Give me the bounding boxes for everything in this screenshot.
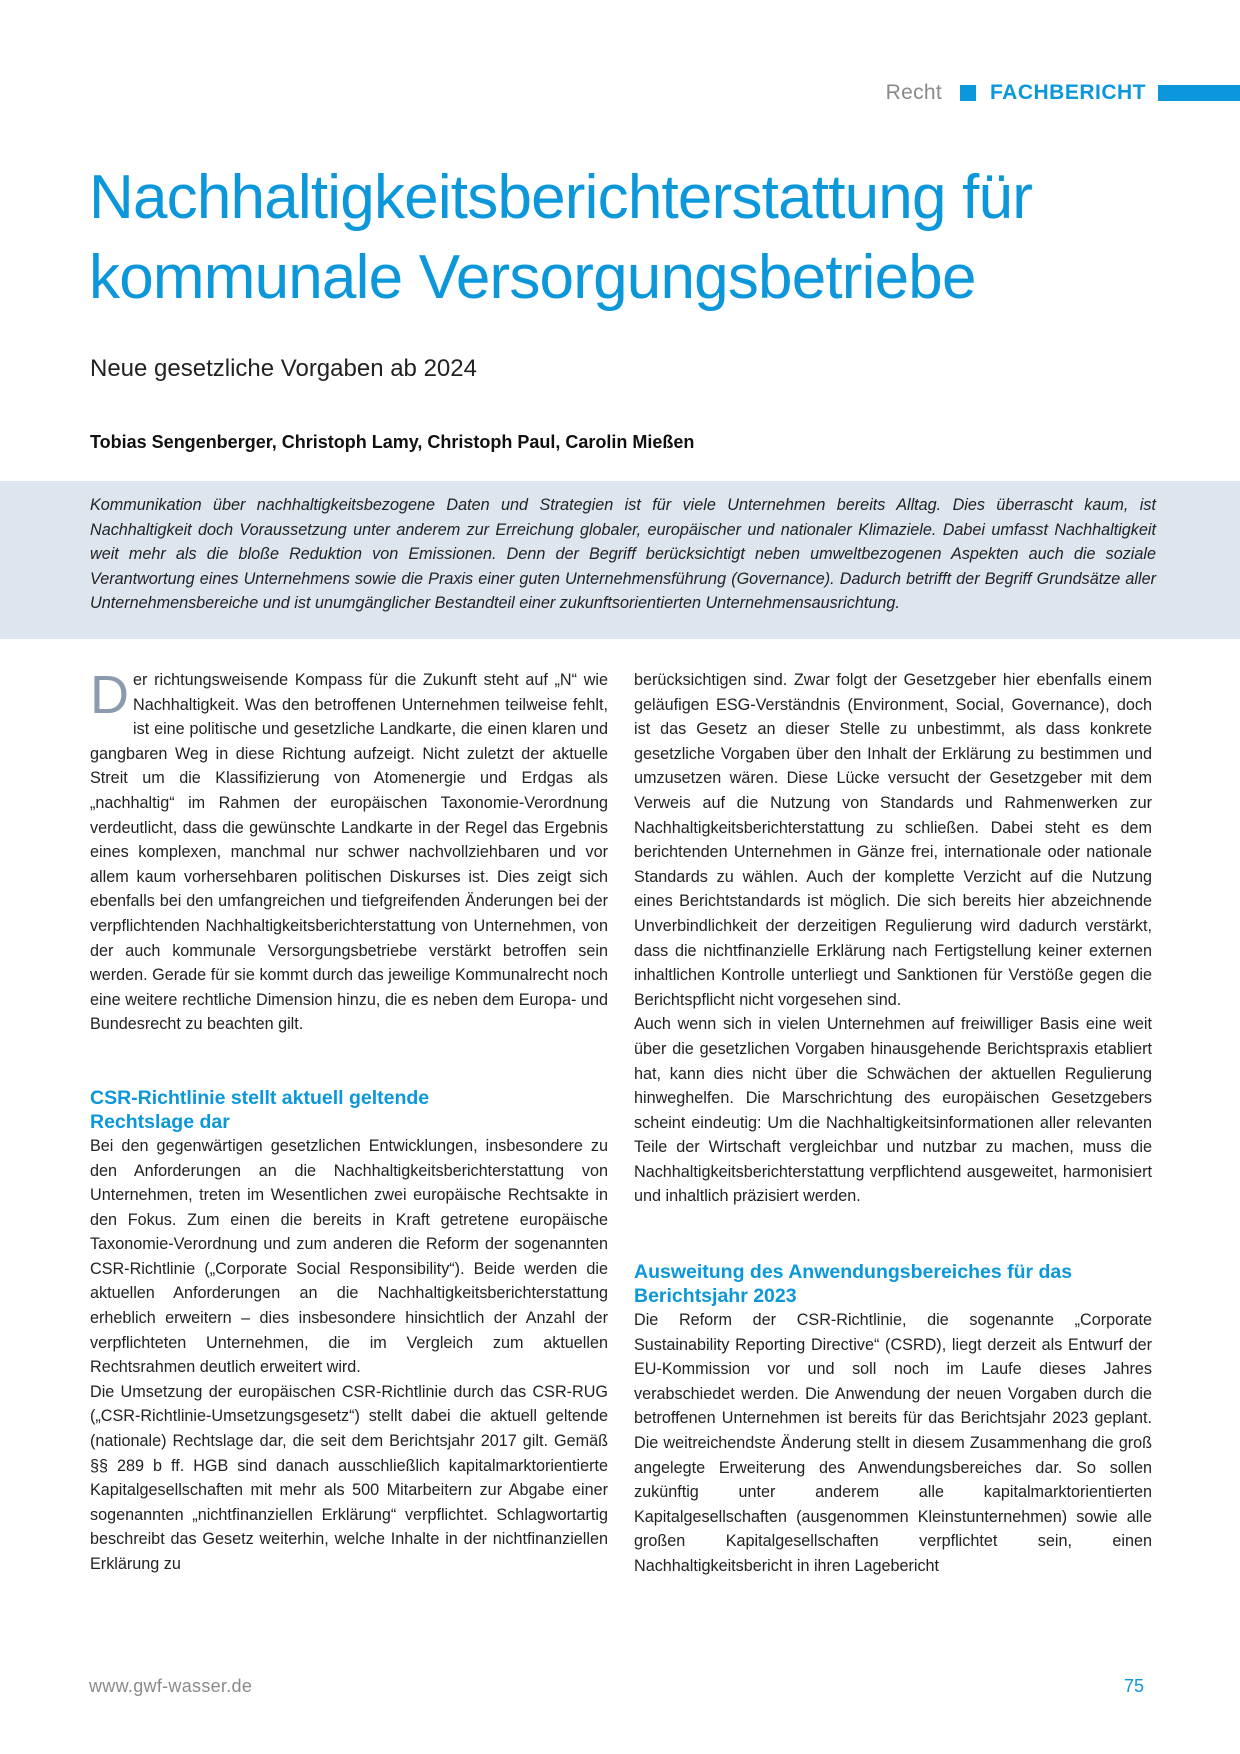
abstract-text: Kommunikation über nachhaltigkeitsbezogene Daten und Strategien ist für viele Unternehmen bereits Alltag. Dies überrascht kaum, ist Nachhaltigkeit doch Voraussetzung unter anderem zur Erreichung globaler, europäischer und nationaler Klimaziele. Dabei umfasst Nachhaltigkeit weit mehr als die bloße Reduktion von Emissionen. Denn der Begriff berücksichtigt neben umweltbezogenen Aspekten auch die soziale Verantwortung eines Unternehmens sowie die Praxis einer guten Unternehmensführung (Governance). Dadurch betrifft der Begriff Grundsätze aller Unternehmensbereiche und ist unumgänglicher Bestandteil einer zukunftsorientierten Unternehmensausrichtung. (90, 496, 1156, 613)
heading-line-1: Ausweitung des Anwendungsbereiches für das (634, 1261, 1073, 1284)
spacer (90, 1037, 608, 1086)
body-paragraph: Auch wenn sich in vielen Unternehmen auf freiwilliger Basis eine weit über die gesetzlichen Vorgaben hinausgehende Berichtspraxis etabliert hat, kann dies nicht über die Schwächen der aktuellen Regulierung hinweghelfen. Die Marschrichtung des europäischen Gesetzgebers scheint eindeutig: Um die Nachhaltigkeitsinformationen aller relevanten Teile der Wirtschaft vergleichbar und nutzbar zu machen, muss die Nachhaltigkeitsberichterstattung verpflichtend ausgeweitet, harmonisiert und inhaltlich präzisiert werden. (634, 1015, 1152, 1206)
drop-cap: D (90, 665, 129, 725)
section-label: Recht (885, 81, 942, 104)
section-heading-csr (90, 1086, 608, 1134)
rubric-label: FACHBERICHT (990, 81, 1146, 104)
section-heading-scope (634, 1260, 1152, 1308)
article-title (89, 158, 1169, 318)
rubric-square-icon (960, 85, 976, 101)
heading-line-1: CSR-Richtlinie stellt aktuell geltende (90, 1086, 430, 1109)
rubric-bar (1158, 85, 1240, 101)
rubric-header (886, 78, 1240, 108)
article-authors: Tobias Sengenberger, Christoph Lamy, Christoph Paul, Carolin Mießen (90, 432, 695, 452)
footer-website-link[interactable]: www.gwf-wasser.de (89, 1676, 253, 1696)
body-paragraph: Bei den gegenwärtigen gesetzlichen Entwicklungen, insbesondere zu den Anforderungen an die Nachhaltigkeitsberichterstattung von Unternehmen, treten im Wesentlichen zwei europäische Rechtsakte in den Fokus. Zum einen die bereits in Kraft getretene europäische Taxonomie-Verordnung und zum anderen die Reform der sogenannten CSR-Richtlinie („Corporate Social Responsibility“). Beide werden die aktuellen Anforderungen an die Nachhaltigkeitsberichterstattung erheblich erweitern – dies insbesondere hinsichtlich der Anzahl der verpflichteten Unternehmen, die im Vergleich zum aktuellen Rechtsrahmen deutlich erweitert wird. (90, 1136, 608, 1377)
spacer (634, 1209, 1152, 1260)
right-column (634, 668, 1152, 1579)
body-paragraph: Die Umsetzung der europäischen CSR-Richtlinie durch das CSR-RUG („CSR-Richtlinie-Umsetzungsgesetz“) stellt dabei die aktuell geltende (nationale) Rechtslage dar, die seit dem Berichtsjahr 2017 gilt. Gemäß §§ 289 b ff. HGB sind danach ausschließlich kapitalmarktorientierte Kapitalgesellschaften mit mehr als 500 Mitarbeitern zur Abgabe einer sogenannten „nichtfinanziellen Erklärung“ verpflichtet. Schlagwortartig beschreibt das Gesetz weiterhin, welche Inhalte in der nichtfinanziellen Erklärung zu (90, 1382, 608, 1573)
page-number: 75 (1124, 1676, 1145, 1696)
body-paragraph: Die Reform der CSR-Richtlinie, die sogenannte „Corporate Sustainability Reporting Directive“ (CSRD), liegt derzeit als Entwurf der EU-Kommission vor und soll noch im Laufe dieses Jahres verabschiedet werden. Die Anwendung der neuen Vorgaben durch die betroffenen Unternehmen ist bereits für das Berichtsjahr 2023 geplant. Die weitreichendste Änderung stellt in diesem Zusammenhang die groß angelegte Erweiterung des Anwendungsbereiches dar. So sollen zukünftig unter anderem alle kapitalmarktorientierten Kapitalgesellschaften (ausgenommen Kleinstunternehmen) sowie alle großen Kapitalgesellschaften verpflichtet sein, einen Nachhaltigkeitsbericht in ihren Lagebericht (634, 1311, 1152, 1575)
intro-paragraph (90, 665, 608, 1037)
heading-line-2: Berichtsjahr 2023 (634, 1285, 797, 1308)
abstract-box (0, 481, 1240, 639)
article-subtitle: Neue gesetzliche Vorgaben ab 2024 (90, 355, 477, 382)
intro-text: er richtungsweisende Kompass für die Zukunft steht auf „N“ wie Nachhaltigkeit. Was den betroffenen Unternehmen teilweise fehlt, ist eine politische und gesetzliche Landkarte, die einen klaren und gangbaren Weg in diese Richtung aufzeigt. Nicht zuletzt der aktuelle Streit um die Klassifizierung von Atomenergie und Erdgas als „nachhaltig“ im Rahmen der europäischen Taxonomie-Verordnung verdeutlicht, dass die gewünschte Landkarte in der Regel das Ergebnis eines komplexen, manchmal nur schwer nachvollziehbaren und vor allem kaum vorhersehbaren politischen Diskurses ist. Dies zeigt sich ebenfalls bei den umfangreichen und tiefgreifenden Änderungen bei der verpflichtenden Nachhaltigkeitsberichterstattung von Unternehmen, von der auch kommunale Versorgungsbetriebe verstärkt betroffen sein werden. Gerade für sie kommt durch das jeweilige Kommunalrecht noch eine weitere rechtliche Dimension hinzu, die es neben dem Europa- und Bundesrecht zu beachten gilt. (90, 671, 608, 1034)
heading-line-2: Rechtslage dar (90, 1110, 230, 1133)
left-column (90, 665, 608, 1577)
title-line-1: Nachhaltigkeitsberichterstattung für (89, 163, 1033, 232)
body-paragraph: berücksichtigen sind. Zwar folgt der Gesetzgeber hier ebenfalls einem geläufigen ESG-Verständnis (Environment, Social, Governance), doch ist das Gesetz an dieser Stelle zu unbestimmt, als dass konkrete gesetzliche Vorgaben über den Inhalt der Erklärung zu bestimmen und umzusetzen wären. Diese Lücke versucht der Gesetzgeber mit dem Verweis auf die Nutzung von Standards und Rahmenwerken zur Nachhaltigkeitsberichterstattung zu schließen. Dabei steht es dem berichtenden Unternehmen in Gänze frei, internationale oder nationale Standards zu wählen. Auch der komplette Verzicht auf die Nutzung eines Berichtstandards ist möglich. Die sich bereits hier abzeichnende Unverbindlichkeit der derzeitigen Regulierung wird dadurch verstärkt, dass die nichtfinanzielle Erklärung nach Fertigstellung keiner externen inhaltlichen Kontrolle unterliegt und Sanktionen für Verstöße gegen die Berichtspflicht nicht vorgesehen sind. (634, 671, 1152, 1009)
title-line-2: kommunale Versorgungsbetriebe (89, 243, 976, 312)
